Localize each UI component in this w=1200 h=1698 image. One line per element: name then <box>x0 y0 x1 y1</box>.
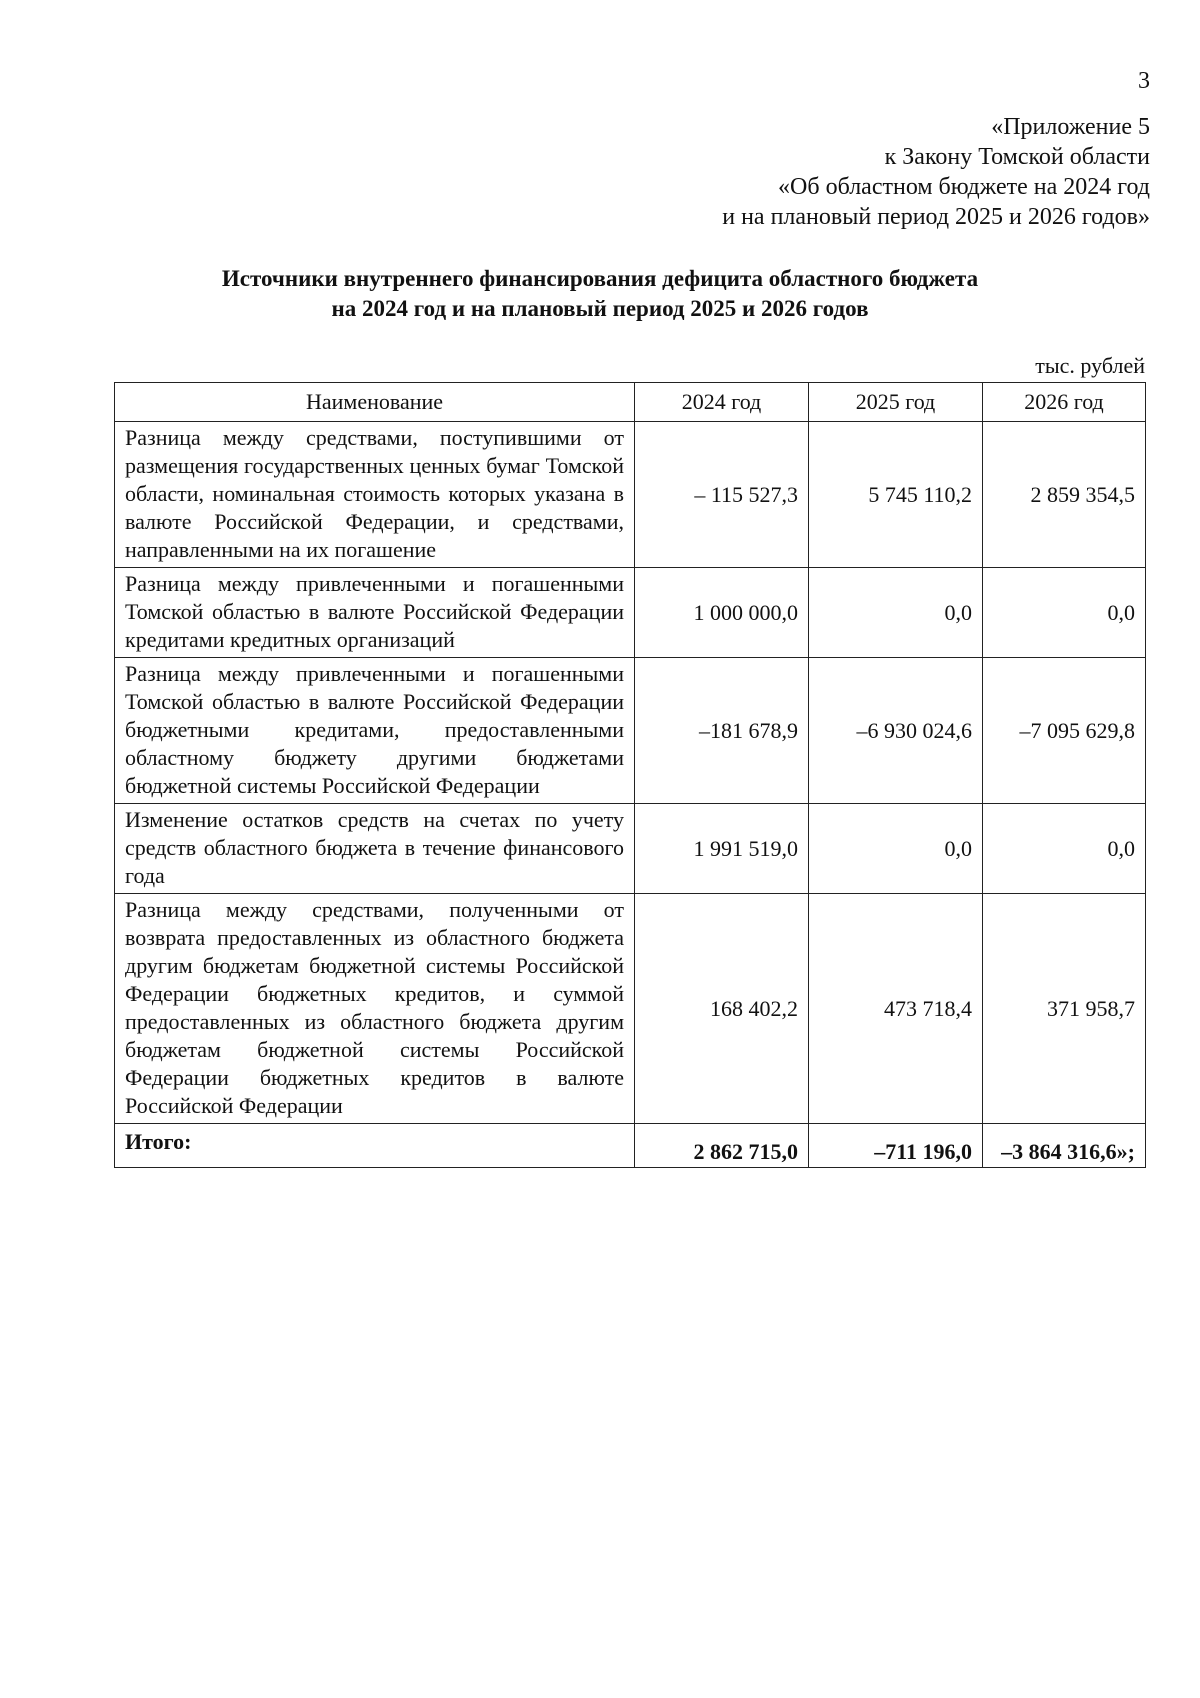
row-value-2026: 0,0 <box>983 568 1146 658</box>
appendix-line: и на плановый период 2025 и 2026 годов» <box>722 204 1150 230</box>
table-row <box>115 894 1146 1124</box>
row-name: Разница между привлеченными и погашенными Томской областью в валюте Российской Федерации кредитами кредитных организаций <box>115 568 635 658</box>
title-line: Источники внутреннего финансирования дефицита областного бюджета <box>221 266 979 291</box>
row-name: Изменение остатков средств на счетах по учету средств областного бюджета в течение финансового года <box>115 804 635 894</box>
row-value-2025: –6 930 024,6 <box>809 658 983 804</box>
appendix-line: «Приложение 5 <box>991 114 1150 140</box>
appendix-line: к Закону Томской области <box>884 144 1150 170</box>
row-name: Разница между средствами, полученными от возврата предоставленных из областного бюджета другим бюджетам бюджетной системы Российской Федерации бюджетных кредитов, и суммой предоставленных из областного бюджета другим бюджетам бюджетной системы Российской Федерации бюджетных кредитов в валюте Российской Федерации <box>115 894 635 1124</box>
total-value-2026: –3 864 316,6»; <box>983 1124 1146 1168</box>
column-header-2024: 2024 год <box>635 383 809 422</box>
table-row <box>115 658 1146 804</box>
column-header-2026: 2026 год <box>983 383 1146 422</box>
appendix-header <box>530 112 1150 232</box>
row-value-2026: 371 958,7 <box>983 894 1146 1124</box>
row-value-2024: 168 402,2 <box>635 894 809 1124</box>
column-header-name: Наименование <box>115 383 635 422</box>
row-value-2024: 1 000 000,0 <box>635 568 809 658</box>
row-value-2025: 473 718,4 <box>809 894 983 1124</box>
page-number: 3 <box>1138 68 1150 94</box>
row-value-2024: – 115 527,3 <box>635 422 809 568</box>
row-value-2024: 1 991 519,0 <box>635 804 809 894</box>
row-name: Разница между средствами, поступившими от размещения государственных ценных бумаг Томской области, номинальная стоимость которых указана в валюте Российской Федерации, и средствами, направленными на их погашение <box>115 422 635 568</box>
row-value-2024: –181 678,9 <box>635 658 809 804</box>
row-name: Разница между привлеченными и погашенными Томской областью в валюте Российской Федерации бюджетными кредитами, предоставленными областному бюджету другими бюджетами бюджетной системы Российской Федерации <box>115 658 635 804</box>
table-row <box>115 568 1146 658</box>
row-value-2025: 0,0 <box>809 804 983 894</box>
table-header-row <box>115 383 1146 422</box>
column-header-2025: 2025 год <box>809 383 983 422</box>
units-label: тыс. рублей <box>1035 353 1145 378</box>
appendix-line: «Об областном бюджете на 2024 год <box>778 174 1150 200</box>
document-title <box>120 264 1080 324</box>
total-value-2025: –711 196,0 <box>809 1124 983 1168</box>
row-value-2026: 2 859 354,5 <box>983 422 1146 568</box>
table-row <box>115 422 1146 568</box>
title-line: на 2024 год и на плановый период 2025 и 2026 годов <box>331 296 869 321</box>
total-label: Итого: <box>115 1124 635 1168</box>
table-total-row <box>115 1124 1146 1168</box>
total-value-2024: 2 862 715,0 <box>635 1124 809 1168</box>
row-value-2025: 5 745 110,2 <box>809 422 983 568</box>
row-value-2026: 0,0 <box>983 804 1146 894</box>
financing-sources-table <box>114 382 1146 1168</box>
row-value-2026: –7 095 629,8 <box>983 658 1146 804</box>
table-row <box>115 804 1146 894</box>
row-value-2025: 0,0 <box>809 568 983 658</box>
